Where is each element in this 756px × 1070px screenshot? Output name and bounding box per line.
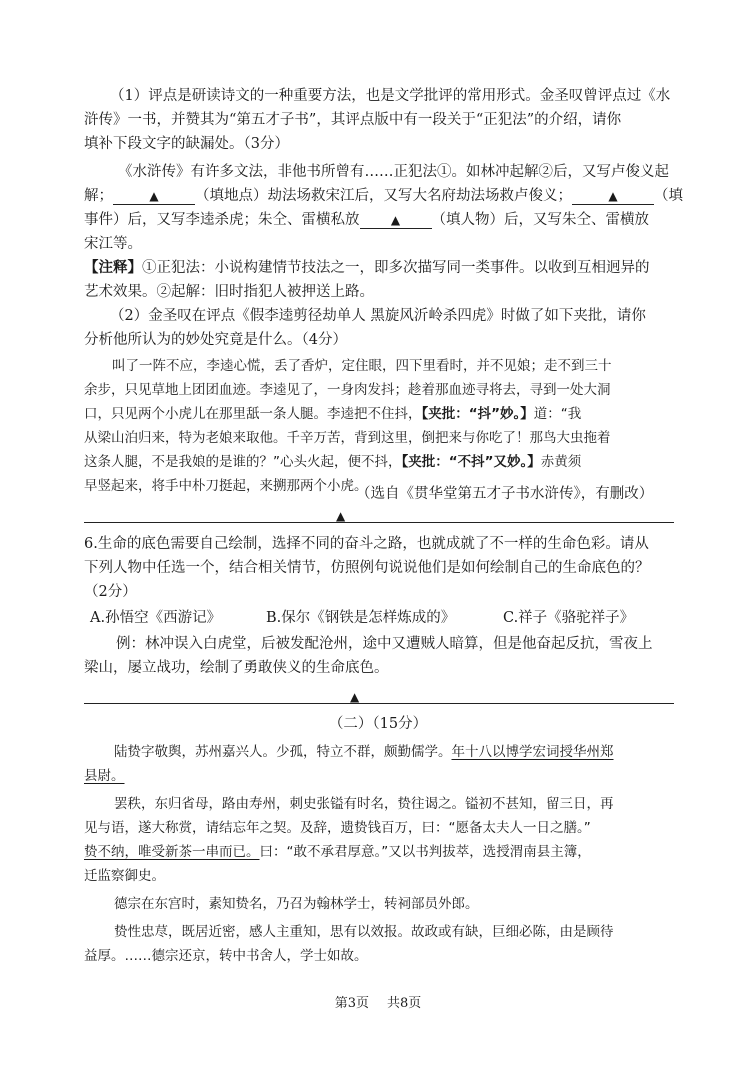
page-number: 第3页 bbox=[334, 996, 369, 1011]
page-footer bbox=[0, 992, 756, 1016]
q5-2-intro-line2: 分析他所认为的妙处究竟是什么。（4分） bbox=[84, 332, 347, 348]
q6-option-c: C.祥子《骆驼祥子》 bbox=[503, 610, 635, 626]
q6-line1: 6.生命的底色需要自己绘制，选择不同的奋斗之路，也就成就了不一样的生命色彩。请从 bbox=[84, 536, 649, 552]
q5-1-intro-line3: 填补下段文字的缺漏处。（3分） bbox=[84, 136, 289, 152]
fill-blank-event[interactable]: ▲ bbox=[572, 188, 654, 205]
underlined-sentence: 贽不纳，唯受新茶一串而已。 bbox=[84, 844, 260, 860]
q5-1-note-line2: 艺术效果。②起解：旧时指犯人被押送上路。 bbox=[84, 284, 374, 300]
passage-c-line1: 德宗在东宫时，素知贽名，乃召为翰林学士，转祠部员外郎。 bbox=[114, 896, 479, 912]
q5-2-intro-line1: （2）金圣叹在评点《假李逵剪径劫单人 黑旋风沂岭杀四虎》时做了如下夹批，请你 bbox=[110, 308, 646, 324]
q6-line2: 下列人物中任选一个，结合相关情节，仿照例句说说他们是如何绘制自己的生命底色的？ bbox=[84, 560, 650, 576]
q5-2-passage-line2: 余步，只见草地上团团血迹。李逵见了，一身肉发抖；趁着那血迹寻将去，寻到一处大洞 bbox=[84, 382, 611, 398]
fill-blank-person[interactable]: ▲ bbox=[360, 212, 432, 229]
q6-example-line2: 梁山，屡立战功，绘制了勇敢侠义的生命底色。 bbox=[84, 660, 389, 676]
passage-b-line3: 贽不纳，唯受新茶一串而已。曰：“敢不承君厚意。”又以书判拔萃，选授渭南县主簿， bbox=[84, 844, 591, 860]
answer-marker-triangle: ▲ bbox=[350, 690, 360, 704]
underlined-sentence: 年十八以博学宏词授华州郑 bbox=[451, 744, 614, 760]
q5-1-intro-line1: （1）评点是研读诗文的一种重要方法，也是文学批评的常用形式。金圣叹曾评点过《水 bbox=[110, 88, 671, 104]
passage-a-line1: 陆贽字敬舆，苏州嘉兴人。少孤，特立不群，颇勤儒学。年十八以博学宏词授华州郑 bbox=[114, 744, 614, 760]
section-title: （二）（15分） bbox=[328, 716, 428, 732]
q5-2-passage-line4: 从梁山泊归来，特为老娘来取他。千辛万苦，背到这里，倒把来与你吃了！那鸟大虫拖着 bbox=[84, 430, 611, 446]
answer-marker-triangle: ▲ bbox=[336, 509, 346, 523]
passage-b-line2: 见与语，遂大称赏，请结忘年之契。及辞，遗贽钱百万，曰：“愿备太夫人一日之膳。” bbox=[84, 820, 591, 836]
q5-1-passage-line4: 宋江等。 bbox=[84, 236, 142, 252]
passage-d-line1: 贽性忠荩，既居近密，感人主重知，思有以效报。故政或有缺，巨细必陈，由是顾待 bbox=[114, 924, 614, 940]
page-total: 共8页 bbox=[387, 996, 422, 1011]
q6-option-a: A.孙悟空《西游记》 bbox=[90, 610, 222, 626]
annotation-dou: 【夹批：“抖”妙。】 bbox=[421, 406, 534, 422]
q5-1-note-line1: 【注释】①正犯法：小说构建情节技法之一，即多次描写同一类事件。以收到互相迥异的 bbox=[84, 259, 650, 276]
q6-option-b: B.保尔《钢铁是怎样炼成的》 bbox=[266, 610, 456, 626]
passage-a-line2: 县尉。 bbox=[84, 768, 125, 784]
annotation-bu-dou: 【夹批：“不抖”又妙。】 bbox=[401, 454, 541, 470]
answer-line[interactable] bbox=[84, 522, 674, 523]
q6-line3: （2分） bbox=[84, 584, 137, 600]
q5-2-passage-line6: 早竖起来，将手中朴刀挺起，来搠那两个小虎。 bbox=[84, 478, 368, 494]
q5-2-source: （选自《贯华堂第五才子书水浒传》，有删改） bbox=[356, 486, 654, 502]
answer-line[interactable] bbox=[84, 703, 674, 704]
passage-b-line4: 迁监察御史。 bbox=[84, 868, 165, 884]
q5-1-passage-line1: 《水浒传》有许多文法，非他书所曾有……正犯法①。如林冲起解②后，又写卢俊义起 bbox=[118, 164, 669, 180]
q5-1-passage-line2: 解； ▲ （填地点）劫法场救宋江后，又写大名府劫法场救卢俊义； ▲ （填 bbox=[84, 188, 683, 204]
passage-d-line2: 益厚。……德宗还京，转中书舍人，学士如故。 bbox=[84, 948, 368, 964]
q6-example-line1: 例：林冲误入白虎堂，后被发配沧州，途中又遭贼人暗算，但是他奋起反抗，雪夜上 bbox=[116, 636, 653, 652]
q5-2-passage-line1: 叫了一阵不应，李逵心慌，丢了香炉，定住眼，四下里看时，并不见娘；走不到三十 bbox=[112, 358, 612, 374]
q5-1-passage-line3: 事件）后，又写李逵杀虎；朱仝、雷横私放 ▲ （填人物）后，又写朱仝、雷横放 bbox=[84, 212, 649, 228]
q5-2-passage-line5: 这条人腿，不是我娘的是谁的？”心头火起，便不抖，【夹批：“不抖”又妙。】赤黄须 bbox=[84, 454, 582, 470]
passage-b-line1: 罢秩，东归省母，路由寿州，刺史张镒有时名，贽往谒之。镒初不甚知，留三日，再 bbox=[114, 796, 614, 812]
q5-1-intro-line2: 浒传》一书，并赞其为“第五才子书”，其评点版中有一段关于“正犯法”的介绍，请你 bbox=[84, 112, 622, 128]
fill-blank-location[interactable]: ▲ bbox=[113, 188, 195, 205]
q5-2-passage-line3: 口，只见两个小虎儿在那里舐一条人腿。李逵把不住抖，【夹批：“抖”妙。】道：“我 bbox=[84, 406, 582, 422]
